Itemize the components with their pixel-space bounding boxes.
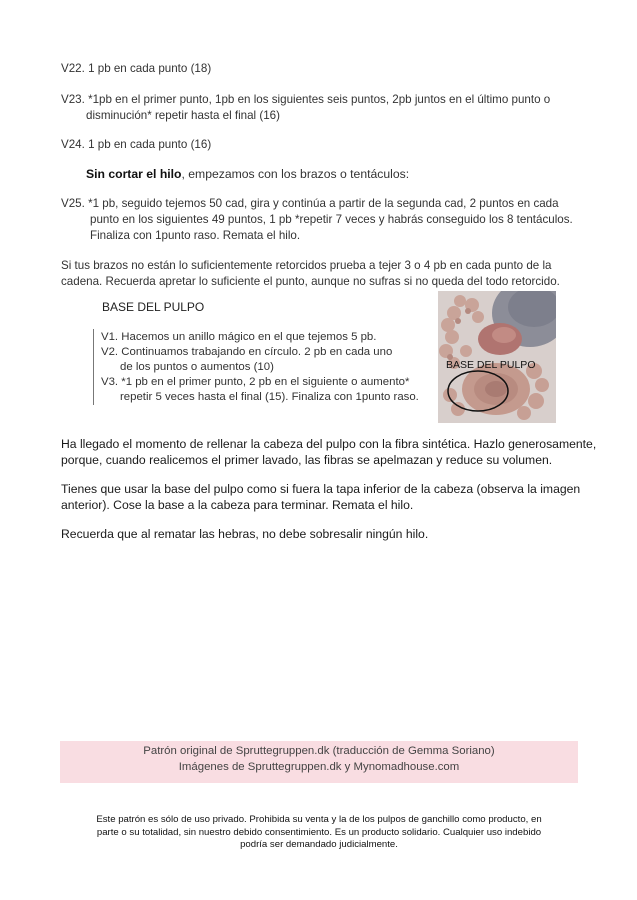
legal-line1: Este patrón es sólo de uso privado. Prohibida su venta y la de los pulpos de ganchillo como producto, en (96, 814, 542, 825)
legal-line2: parte o su totalidad, sin nuestro debido consentimiento. Es un producto solidario. Cualquier uso indebido (96, 826, 542, 838)
octopus-base-photo (438, 291, 556, 423)
base-title: BASE DEL PULPO (102, 300, 205, 314)
round-v22: V22. 1 pb en cada punto (18) (61, 62, 212, 75)
base-instructions (93, 329, 424, 405)
legal-notice (60, 814, 578, 852)
base-v2-line2: de los puntos o aumentos (10) (120, 361, 274, 373)
base-v1: V1. Hacemos un anillo mágico en el que tejemos 5 pb. (101, 331, 377, 343)
body-p2-line2: anterior). Cose la base a la cabeza para terminar. Remata el hilo. (61, 498, 414, 512)
round-v25-line1: V25. *1 pb, seguido tejemos 50 cad, gira y continúa a partir de la segunda cad, 2 puntos en cada (61, 197, 559, 210)
tip-line2: cadena. Recuerda apretar lo suficiente el punto, aunque no sufras si no queda del todo retorcido. (61, 275, 560, 288)
round-v24: V24. 1 pb en cada punto (16) (61, 138, 212, 151)
base-v2-line1: V2. Continuamos trabajando en círculo. 2 pb en cada uno (101, 346, 393, 358)
legal-line3: podría ser demandado judicialmente. (240, 839, 398, 851)
round-v23-line2: disminución* repetir hasta el final (16) (86, 109, 280, 122)
base-v3-line2: repetir 5 veces hasta el final (15). Finaliza con 1punto raso. (120, 391, 419, 403)
base-v3-line1: V3. *1 pb en el primer punto, 2 pb en el siguiente o aumento* (101, 376, 410, 388)
body-p1-line2: porque, cuando realicemos el primer lavado, las fibras se apelmazan y reduce su volumen. (61, 453, 553, 467)
no-cut-bold: Sin cortar el hilo (86, 167, 182, 181)
photo-label: BASE DEL PULPO (446, 359, 536, 371)
credit-line1: Patrón original de Spruttegruppen.dk (traducción de Gemma Soriano) (143, 745, 495, 757)
body-p3: Recuerda que al rematar las hebras, no debe sobresalir ningún hilo. (61, 527, 429, 541)
no-cut-note (86, 166, 409, 182)
round-v25-line3: Finaliza con 1punto raso. Remata el hilo. (90, 229, 301, 242)
tip-line1: Si tus brazos no están lo suficientemente retorcidos prueba a tejer 3 o 4 pb en cada punto de la (61, 259, 552, 272)
no-cut-rest: , empezamos con los brazos o tentáculos: (181, 167, 410, 181)
credit-line2: Imágenes de Spruttegruppen.dk y Mynomadhouse.com (178, 761, 460, 773)
body-p2-line1: Tienes que usar la base del pulpo como si fuera la tapa inferior de la cabeza (observa la imagen (61, 482, 581, 496)
round-v25-line2: punto en los siguientes 49 puntos, 1 pb *repetir 7 veces y habrás conseguido los 8 tentáculos. (90, 213, 573, 226)
body-p1-line1: Ha llegado el momento de rellenar la cabeza del pulpo con la fibra sintética. Hazlo generosamente, (61, 437, 597, 451)
round-v23-line1: V23. *1pb en el primer punto, 1pb en los siguientes seis puntos, 2pb juntos en el último punto o (61, 93, 551, 106)
octopus-photo-illustration (438, 291, 556, 423)
